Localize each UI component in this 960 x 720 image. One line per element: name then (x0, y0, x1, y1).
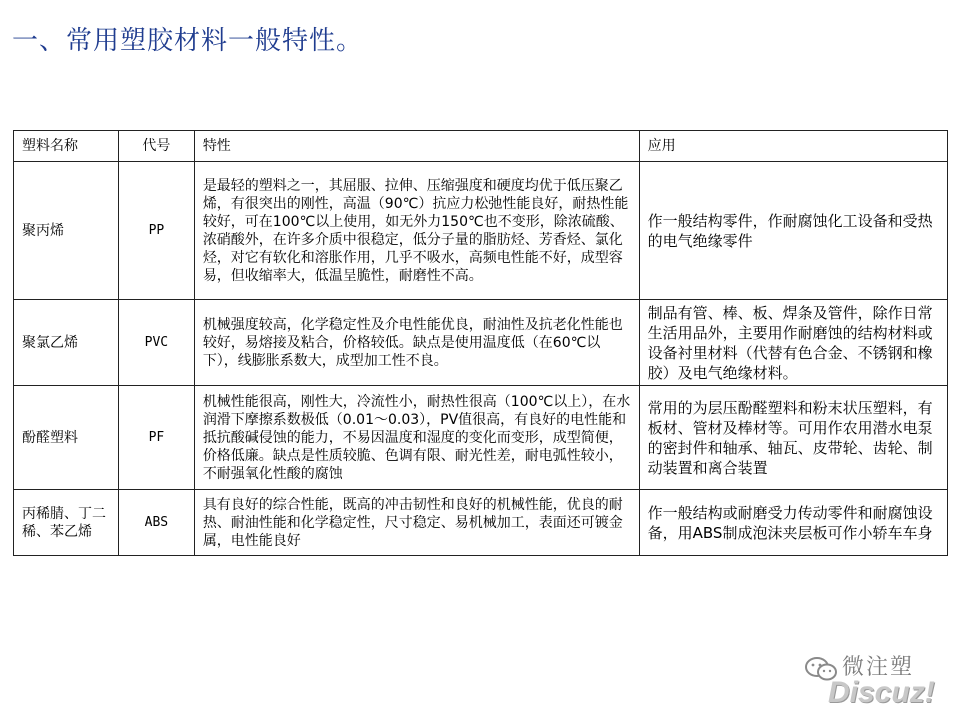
material-code: PP (119, 162, 195, 300)
plastics-properties-table (13, 130, 948, 556)
material-properties: 是最轻的塑料之一，其屈服、拉伸、压缩强度和硬度均优于低压聚乙烯，有很突出的刚性，高温（90℃）抗应力松弛性能良好，耐热性能较好，可在100℃以上使用，如无外力150℃也不变形，除浓硫酸、浓硝酸外，在许多介质中很稳定，低分子量的脂肪烃、芳香烃、氯化烃，对它有软化和溶胀作用，几乎不吸水，高频电性能不好，成型容易，但收缩率大，低温呈脆性，耐磨性不高。 (194, 162, 639, 300)
watermark-logo (798, 648, 948, 712)
table-row (14, 162, 948, 300)
header-application: 应用 (639, 131, 947, 162)
material-application: 作一般结构零件，作耐腐蚀化工设备和受热的电气绝缘零件 (639, 162, 947, 300)
watermark-cn-text: 微注塑 (842, 655, 915, 680)
material-application: 作一般结构或耐磨受力传动零件和耐腐蚀设备，用ABS制成泡沫夹层板可作小轿车车身 (639, 490, 947, 556)
header-properties: 特性 (194, 131, 639, 162)
material-code: PVC (119, 300, 195, 386)
material-code: ABS (119, 490, 195, 556)
material-properties: 具有良好的综合性能，既高的冲击韧性和良好的机械性能，优良的耐热、耐油性能和化学稳定性，尺寸稳定、易机械加工，表面还可镀金属，电性能良好 (194, 490, 639, 556)
material-application: 常用的为层压酚醛塑料和粉末状压塑料，有板材、管材及棒材等。可用作农用潜水电泵的密封件和轴承、轴瓦、皮带轮、齿轮、制动装置和离合装置 (639, 386, 947, 490)
page-title: 一、常用塑胶材料一般特性。 (12, 26, 364, 56)
table-row (14, 490, 948, 556)
material-name: 聚丙烯 (14, 162, 119, 300)
table-row (14, 300, 948, 386)
material-properties: 机械强度较高，化学稳定性及介电性能优良，耐油性及抗老化性能也较好，易熔接及粘合，价格较低。缺点是使用温度低（在60℃以下），线膨胀系数大，成型加工性不良。 (194, 300, 639, 386)
material-name: 丙稀腈、丁二稀、苯乙烯 (14, 490, 119, 556)
table-row (14, 386, 948, 490)
header-code: 代号 (119, 131, 195, 162)
material-code: PF (119, 386, 195, 490)
table-header-row (14, 131, 948, 162)
watermark-en-text: Discuz! (828, 676, 935, 709)
material-name: 聚氯乙烯 (14, 300, 119, 386)
material-properties: 机械性能很高，刚性大，冷流性小，耐热性很高（100℃以上），在水润滑下摩擦系数极低（0.01～0.03），PV值很高，有良好的电性能和抵抗酸碱侵蚀的能力，不易因温度和湿度的变化而变形，成型简便，价格低廉。缺点是性质较脆、色调有限、耐光性差，耐电弧性较小，不耐强氧化性酸的腐蚀 (194, 386, 639, 490)
material-application: 制品有管、棒、板、焊条及管件，除作日常生活用品外，主要用作耐磨蚀的结构材料或设备衬里材料（代替有色合金、不锈钢和橡胶）及电气绝缘材料。 (639, 300, 947, 386)
header-material-name: 塑料名称 (14, 131, 119, 162)
material-name: 酚醛塑料 (14, 386, 119, 490)
